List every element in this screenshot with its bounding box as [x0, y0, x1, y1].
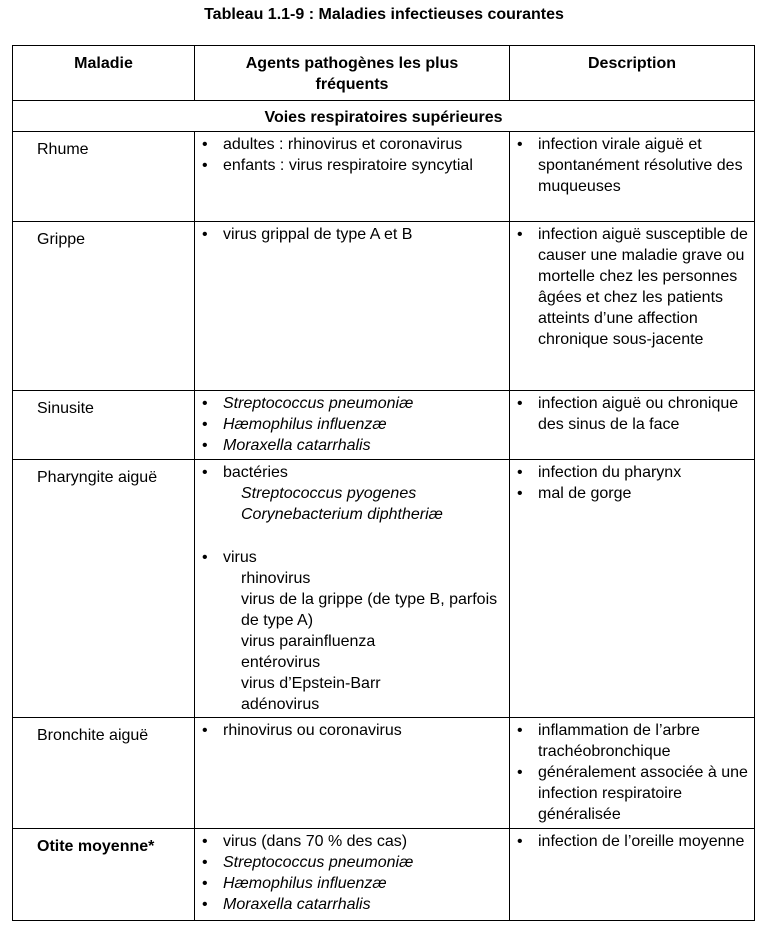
- table-row: [13, 460, 755, 718]
- section-row: [13, 101, 755, 132]
- section-title: Voies respiratoires supérieures: [13, 101, 755, 132]
- pathogen-name: virus parainfluenza: [241, 633, 376, 650]
- disease-name: Otite moyenne*: [13, 829, 195, 921]
- pathogen-name: Moraxella catarrhalis: [223, 437, 371, 454]
- list-item: [195, 414, 509, 435]
- list-item: [195, 894, 509, 915]
- table-row: [13, 718, 755, 829]
- description-cell: [510, 718, 755, 829]
- virus-label: virus: [223, 549, 257, 566]
- disease-name: Bronchite aiguë: [13, 718, 195, 829]
- table-row: [13, 391, 755, 460]
- list-item: • enfants : virus respiratoire syncytial: [195, 155, 509, 176]
- description-cell: [510, 132, 755, 222]
- pathogen-name: Corynebacterium diphtheriæ: [241, 506, 443, 523]
- bacteria-label: bactéries: [223, 464, 288, 481]
- description-cell: [510, 222, 755, 391]
- pathogen-name: adénovirus: [241, 696, 320, 713]
- table-row: [13, 222, 755, 391]
- pathogen-name: Hæmophilus influenzæ: [223, 875, 387, 892]
- list-item: [195, 547, 509, 715]
- header-agents: Agents pathogènes les plus fréquents: [195, 46, 510, 101]
- list-item: • infection de l’oreille moyenne: [510, 831, 754, 852]
- agents-cell: [195, 718, 510, 829]
- agents-cell: [195, 460, 510, 718]
- list-item: • généralement associée à une infection respiratoire généralisée: [510, 762, 754, 825]
- list-item: [195, 462, 509, 547]
- list-item: • adultes : rhinovirus et coronavirus: [195, 134, 509, 155]
- pathogen-name: entérovirus: [241, 654, 321, 671]
- description-cell: [510, 391, 755, 460]
- disease-name: Sinusite: [13, 391, 195, 460]
- header-description: Description: [510, 46, 755, 101]
- agents-cell: [195, 391, 510, 460]
- header-row: [13, 46, 755, 101]
- table-title: Tableau 1.1-9 : Maladies infectieuses courantes: [204, 6, 564, 23]
- list-item: • inflammation de l’arbre trachéobronchique: [510, 720, 754, 762]
- pathogen-name: Hæmophilus influenzæ: [223, 416, 387, 433]
- list-item: • virus grippal de type A et B: [195, 224, 509, 245]
- disease-name: Pharyngite aiguë: [13, 460, 195, 718]
- agents-cell: [195, 222, 510, 391]
- table-row: [13, 132, 755, 222]
- list-item: • infection aiguë susceptible de causer une maladie grave ou mortelle chez les personnes âgées et chez les patients atteints d’une affection chronique sous-jacente: [510, 224, 754, 350]
- list-item: • infection du pharynx: [510, 462, 754, 483]
- list-item: • infection aiguë ou chronique des sinus de la face: [510, 393, 754, 435]
- pathogen-name: Streptococcus pneumoniæ: [223, 854, 414, 871]
- disease-name: Grippe: [13, 222, 195, 391]
- diseases-table: [12, 45, 755, 921]
- pathogen-name: Streptococcus pyogenes: [241, 485, 417, 502]
- description-cell: [510, 829, 755, 921]
- list-item: • virus (dans 70 % des cas): [195, 831, 509, 852]
- agents-cell: [195, 829, 510, 921]
- pathogen-name: virus d’Epstein-Barr: [241, 675, 381, 692]
- list-item: • mal de gorge: [510, 483, 754, 504]
- list-item: [195, 852, 509, 873]
- pathogen-name: virus de la grippe (de type B, parfois de type A): [241, 591, 498, 629]
- disease-name: Rhume: [13, 132, 195, 222]
- list-item: [195, 873, 509, 894]
- header-disease: Maladie: [13, 46, 195, 101]
- pathogen-name: Moraxella catarrhalis: [223, 896, 371, 913]
- description-cell: [510, 460, 755, 718]
- agents-cell: [195, 132, 510, 222]
- pathogen-name: rhinovirus: [241, 570, 311, 587]
- list-item: • infection virale aiguë et spontanément résolutive des muqueuses: [510, 134, 754, 197]
- table-row: [13, 829, 755, 921]
- list-item: [195, 435, 509, 456]
- pathogen-name: Streptococcus pneumoniæ: [223, 395, 414, 412]
- list-item: • rhinovirus ou coronavirus: [195, 720, 509, 741]
- list-item: [195, 393, 509, 414]
